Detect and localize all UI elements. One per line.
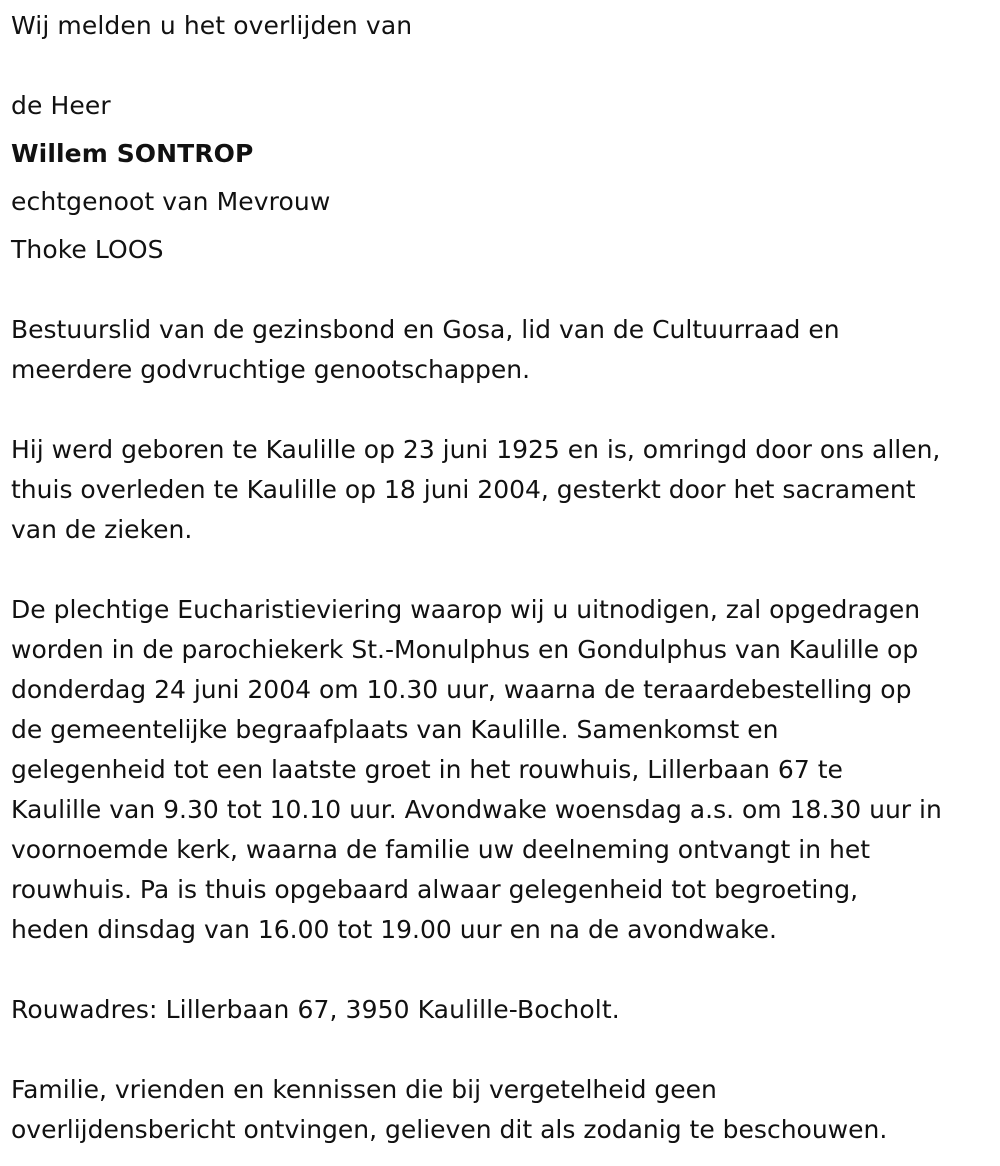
bio-line: Bestuurslid van de gezinsbond en Gosa, lid van de Cultuurraad en <box>11 315 840 344</box>
ceremony-paragraph <box>11 590 991 950</box>
funeral-address: Rouwadres: Lillerbaan 67, 3950 Kaulille-Bocholt. <box>11 995 620 1024</box>
birth-death-line: Hij werd geboren te Kaulille op 23 juni 1925 en is, omringd door ons allen, <box>11 435 941 464</box>
ceremony-line: donderdag 24 juni 2004 om 10.30 uur, waarna de teraardebestelling op <box>11 675 912 704</box>
deceased-title: de Heer <box>11 91 111 120</box>
birth-death-line: van de zieken. <box>11 515 193 544</box>
birth-death-line: thuis overleden te Kaulille op 18 juni 2004, gesterkt door het sacrament <box>11 475 916 504</box>
ceremony-line: rouwhuis. Pa is thuis opgebaard alwaar gelegenheid tot begroeting, <box>11 875 859 904</box>
ceremony-line: gelegenheid tot een laatste groet in het rouwhuis, Lillerbaan 67 te <box>11 755 843 784</box>
closing-line: overlijdensbericht ontvingen, gelieven dit als zodanig te beschouwen. <box>11 1115 888 1144</box>
bio-line: meerdere godvruchtige genootschappen. <box>11 355 531 384</box>
ceremony-line: De plechtige Eucharistieviering waarop wij u uitnodigen, zal opgedragen <box>11 595 921 624</box>
intro-text: Wij melden u het overlijden van <box>11 11 413 40</box>
birth-death-paragraph <box>11 430 991 550</box>
closing-paragraph <box>11 1070 991 1150</box>
ceremony-line: Kaulille van 9.30 tot 10.10 uur. Avondwake woensdag a.s. om 18.30 uur in <box>11 795 942 824</box>
deceased-name: Willem SONTROP <box>11 139 254 168</box>
ceremony-line: voornoemde kerk, waarna de familie uw deelneming ontvangt in het <box>11 835 871 864</box>
ceremony-line: heden dinsdag van 16.00 tot 19.00 uur en na de avondwake. <box>11 915 777 944</box>
spouse-name: Thoke LOOS <box>11 235 164 264</box>
bio-paragraph <box>11 310 991 390</box>
ceremony-line: worden in de parochiekerk St.-Monulphus en Gondulphus van Kaulille op <box>11 635 919 664</box>
closing-line: Familie, vrienden en kennissen die bij vergetelheid geen <box>11 1075 717 1104</box>
ceremony-line: de gemeentelijke begraafplaats van Kaulille. Samenkomst en <box>11 715 779 744</box>
spouse-label: echtgenoot van Mevrouw <box>11 187 331 216</box>
